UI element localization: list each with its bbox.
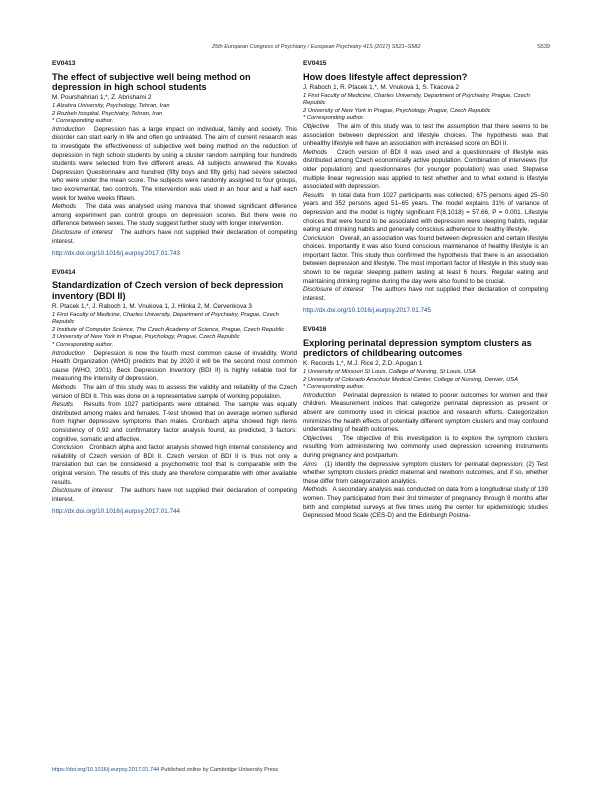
page-number: S539 bbox=[537, 44, 550, 50]
section-text: The authors have not supplied their declaration of competing interest. bbox=[52, 228, 298, 245]
section-label: Objectives bbox=[303, 434, 333, 442]
author-list: J. Raboch 1, R. Ptacek 1,*, M. Vnukova 1, S. Tkacova 2 bbox=[303, 84, 459, 91]
affiliation: 2 University of New York in Prague, Psychology, Prague, Czech Republic bbox=[303, 107, 491, 114]
section-conclusion bbox=[52, 444, 297, 487]
section-label: Conclusion bbox=[52, 444, 84, 452]
section-methods bbox=[303, 149, 548, 192]
abstract-ev0413 bbox=[52, 60, 297, 259]
author-list: M. Pourshahriari 1,*, Z. Abrishami 2 bbox=[52, 94, 152, 102]
section-label: Aims bbox=[303, 460, 317, 468]
footer-publisher-note: Published online by Cambridge University Press bbox=[159, 767, 279, 773]
abstract-code: EV0416 bbox=[303, 326, 327, 334]
abstract-ev0415 bbox=[303, 60, 548, 316]
doi-link[interactable]: http://dx.doi.org/10.1016/j.eurpsy.2017.01.745 bbox=[303, 307, 432, 315]
journal-citation: 25th European Congress of Psychiatry / European Psychiatry 41S (2017) S521–S582 bbox=[212, 44, 421, 50]
section-text: The authors have not supplied their declaration of competing interest. bbox=[52, 487, 298, 503]
section-label: Disclosure of interest bbox=[52, 487, 113, 495]
section-text: Depression is now the fourth most common cause of invalidity. World Health Organization (WHO) predicts that by 2020 it will be the second most common cause (WHO, 2001). Beck Depression Inventory (BDI II) is highly reliable tool for measuring the intensity of depression. bbox=[52, 349, 298, 383]
section-label: Results bbox=[303, 191, 324, 199]
abstract-title: How does lifestyle affect depression? bbox=[303, 71, 468, 82]
section-text: Results from 1027 participants were obtained. The sample was equally distributed among males and females. T-test showed that on average women suffered from higher depressive symptoms than males. Cronbach alpha showed high items consistency of 0,92 and confirmatory factor analysis found, as predicted, 3 factors: cognitive, somatic and affective. bbox=[52, 401, 298, 443]
section-introduction bbox=[303, 392, 548, 435]
section-text: The aim of this study was to assess the validity and reliability of the Czech version of BDI II. This was done on a representative sample of working population. bbox=[52, 384, 297, 400]
section-disclosure bbox=[52, 487, 297, 504]
corresponding-author-note: * Corresponding author. bbox=[52, 342, 114, 349]
section-objective bbox=[303, 123, 548, 149]
section-introduction bbox=[52, 350, 297, 384]
section-label: Methods bbox=[52, 384, 77, 392]
corresponding-author-note: * Corresponding author. bbox=[303, 384, 365, 391]
section-label: Conclusion bbox=[303, 234, 335, 242]
affiliation: 1 University of Missouri St Louis, College of Nursing, St Louis, USA bbox=[303, 369, 476, 376]
abstract-ev0414 bbox=[52, 269, 297, 517]
affiliation: 2 Rozbeh hospital, Psychiatry, Tehran, Iran bbox=[52, 110, 163, 117]
affiliation: 3 University of New York in Prague, Psychology, Prague, Czech Republic bbox=[52, 334, 240, 341]
section-label: Introduction bbox=[303, 391, 336, 399]
abstract-code: EV0415 bbox=[303, 60, 327, 67]
section-disclosure bbox=[303, 286, 548, 303]
affiliation: 1 First Faculty of Medicine, Charles University, Department of Psychiatry, Prague, Czech Republic bbox=[303, 92, 530, 107]
section-text: Depression has a large impact on individual, family and society. This disorder can start early in life and often go untreated. The aim of current research was to investigate the effectiveness of subjective well being method on the reduction of depression in high school students by using a cluster random sampling four hundreds students were selected from five different areas. All subjects answered the Kovaks Depression Questionnaire and hundred (fifty boys and fifty girls) had severe selected who were under the mean score. The subjects were randomly assigned to four groups, two excremental, two controls. The intervention was used in an hour and a half each week for twelve weeks fifteen. bbox=[52, 125, 298, 202]
section-results bbox=[303, 192, 548, 235]
affiliation: 2 Institute of Computer Science, The Czech Academy of Science, Prague, Czech Republic bbox=[52, 326, 285, 333]
right-column bbox=[303, 60, 548, 531]
section-disclosure bbox=[52, 229, 297, 246]
section-conclusion bbox=[303, 235, 548, 287]
section-text: The objective of this investigation is to explore the symptom clusters resulting from administering two commonly used depression screening instruments during pregnancy and postpartum. bbox=[303, 434, 548, 459]
abstract-title: Standardization of Czech version of beck depression inventory (BDI II) bbox=[52, 280, 284, 301]
section-text: (1) Identify the depressive symptom clusters for perinatal depression; (2) Test whether symptom clusters predict maternal and newborn outcomes, and if so, whether these differ from categorization analytics. bbox=[303, 460, 548, 485]
abstract-ev0416 bbox=[303, 326, 548, 521]
doi-link[interactable]: http://dx.doi.org/10.1016/j.eurpsy.2017.01.744 bbox=[52, 508, 181, 516]
section-text: Czech version of BDI II was used and a questionnaire of lifestyle was distributed among Czech economically active population. Combination of interviews (for older population) and questionnaires (for younger population) was used. Stepwise multiple linear regression was applied to test whether and to what extend is lifestyle associated with depression. bbox=[303, 148, 548, 191]
section-text: The data was analysed using manova that showed significant difference among experiment pan control groups on depression scores. But there were no difference between sexes. The study suggest further study with longer intervention. bbox=[52, 203, 297, 228]
author-list: K. Records 1,*, M.J. Rice 2, Z.D. Apugan 1 bbox=[303, 360, 423, 368]
section-label: Methods bbox=[52, 203, 77, 211]
section-methods bbox=[303, 486, 548, 520]
affiliation: 2 University of Colorado Anschutz Medical Center, College of Nursing, Denver, USA bbox=[303, 376, 519, 383]
page-footer bbox=[52, 767, 278, 773]
section-text: The aim of this study was to test the assumption that there seems to be association between depression and lifestyle choices. The hypothesis was that unhealthy lifestyle will have an association with increased score on BDI II. bbox=[303, 122, 548, 148]
corresponding-author-note: * Corresponding author. bbox=[303, 115, 365, 122]
section-aims bbox=[303, 461, 548, 487]
section-objectives bbox=[303, 435, 548, 461]
section-label: Methods bbox=[303, 486, 328, 494]
section-label: Disclosure of interest bbox=[303, 286, 364, 294]
section-text: In total data from 1027 participants was collected; 675 persons aged 25–50 years and 352 persons aged 51–65 years. The model explains 31% of variance of depression and the model is highly significant F(8,1018) = 57.66, P = 0.001. Lifestyle choices that were found to be associated with depression were sleeping habits, regular eating and drinking habits and generally conscious adherence to healthy lifestyle. bbox=[303, 191, 549, 234]
corresponding-author-note: * Corresponding author. bbox=[52, 118, 114, 125]
section-label: Disclosure of interest bbox=[52, 228, 113, 236]
abstract-title: The effect of subjective well being method on depression in high school students bbox=[52, 71, 251, 92]
abstract-code: EV0413 bbox=[52, 60, 76, 67]
abstract-title: Exploring perinatal depression symptom clusters as predictors of childbearing outcomes bbox=[303, 337, 532, 359]
section-introduction bbox=[52, 126, 297, 203]
section-label: Objective bbox=[303, 122, 330, 130]
section-text: Overall, an association was found between depression and certain lifestyle choices. Importantly it was also found conscious maintenance of healthy lifestyle is an important factor. This study thus confirmed the hypothesis that there is an association between depression and lifestyle. The most important factor of lifestyle in this study was shown to be regular sleeping pattern lasting at least 6 hours. Regular eating and maintaining drinking regime during the day were also found to be crucial. bbox=[303, 234, 548, 285]
affiliation: 1 First Faculty of Medicine, Charles University, Department of Psychiatry, Prague, Czech Republic bbox=[52, 311, 279, 326]
section-results bbox=[52, 401, 297, 444]
footer-doi-link[interactable]: https://doi.org/10.1016/j.eurpsy.2017.01.744 bbox=[52, 767, 160, 773]
section-methods bbox=[52, 384, 297, 401]
affiliation: 1 Alzahra University, Psychology, Tehran, Iran bbox=[52, 103, 170, 109]
section-text: Perinatal depression is related to poorer outcomes for women and their children. Measurement indices that categorize perinatal depression as present or absent are commonly used in clinical practice and research efforts. Categorization minimizes the health effects of potentially different symptom clusters and may confound understanding of health outcomes. bbox=[303, 391, 548, 434]
section-label: Introduction bbox=[52, 349, 85, 357]
left-column bbox=[52, 60, 297, 527]
section-text: The authors have not supplied their declaration of competing interest. bbox=[303, 286, 549, 302]
section-label: Results bbox=[52, 401, 73, 409]
author-list: R. Ptacek 1,*, J. Raboch 1, M. Vnukova 1, J. Hlinka 2, M. Cervenkova 3 bbox=[52, 303, 252, 311]
section-label: Introduction bbox=[52, 125, 85, 133]
doi-link[interactable]: http://dx.doi.org/10.1016/j.eurpsy.2017.01.743 bbox=[52, 250, 181, 258]
section-label: Methods bbox=[303, 148, 328, 156]
abstract-code: EV0414 bbox=[52, 268, 76, 276]
section-text: A secondary analysis was conducted on data from a longitudinal study of 139 women. They participated from their 3rd trimester of pregnancy through 8 months after birth and completed surveys at five times using the center for epidemiologic studies Depressed Mood Scale (CES-D) and the Edinburgh Postna- bbox=[303, 486, 548, 520]
section-methods bbox=[52, 203, 297, 229]
section-text: Cronbach alpha and factor analysis showed high internal consistency and reliability of Czech version of BDI II. Czech version of BDI II is thus not only a translation but can be considered a psychometric tool that is comparable with the original version. The results of this study are therefore comparable with other available results. bbox=[52, 444, 297, 486]
